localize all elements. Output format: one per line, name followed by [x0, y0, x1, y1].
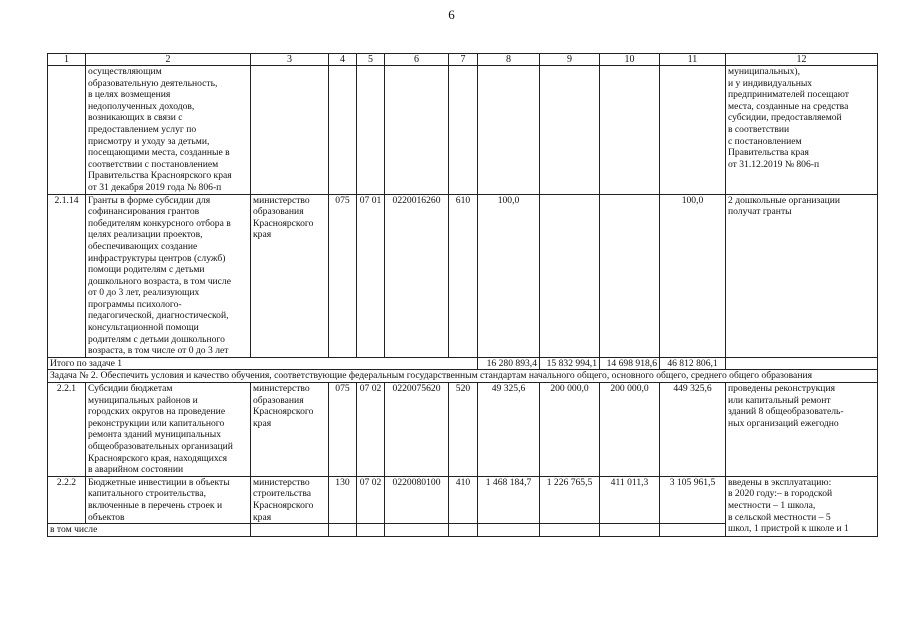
- measure-name-cell: осуществляющим образовательную деятельность, в целях возмещения недополученных доходов, возникающих в связи с предоставлением услуг по присмотру и уходу за детьми, посещающими места, созданные в соответствии с постановлением Правительства Красноярского края от 31 декабря 2019 года № 806-п: [86, 66, 251, 195]
- amount-total-cell: 449 325,6: [660, 383, 726, 477]
- column-number: 8: [478, 54, 540, 66]
- column-number: 4: [329, 54, 357, 66]
- column-number: 2: [86, 54, 251, 66]
- rzpr-cell: 07 02: [357, 383, 385, 477]
- result-cell: муниципальных), и у индивидуальных предпринимателей посещают места, созданные на средства субсидии, предоставляемой в соответствии с постановлением Правительства края от 31.12.2019 № 806-п: [726, 66, 878, 195]
- task-2-header: Задача № 2. Обеспечить условия и качество обучения, соответствующие федеральным государственным стандартам начального общего, основного общего, среднего общего образования: [48, 370, 878, 383]
- column-number: 5: [357, 54, 385, 66]
- table-row-continuation: [48, 66, 878, 195]
- summary-2022-cell: 14 698 918,6: [600, 357, 660, 370]
- amount-2021-cell: 200 000,0: [540, 383, 600, 477]
- csr-cell: 0220075620: [385, 383, 449, 477]
- amount-2020-cell: 1 468 184,7: [478, 476, 540, 523]
- summary-row-task-1: [48, 357, 878, 370]
- column-number-row: [48, 54, 878, 66]
- result-cell: 2 дошкольные организации получат гранты: [726, 194, 878, 357]
- column-number: 9: [540, 54, 600, 66]
- csr-cell: 0220016260: [385, 194, 449, 357]
- num-cell: 2.1.14: [48, 194, 86, 357]
- program-table: [47, 53, 878, 537]
- vr-cell: 410: [449, 476, 478, 523]
- summary-label: Итого по задаче 1: [48, 357, 478, 370]
- grbs-code-cell: 075: [329, 194, 357, 357]
- rzpr-cell: 07 01: [357, 194, 385, 357]
- num-cell: 2.2.2: [48, 476, 86, 523]
- page-number: 6: [448, 7, 455, 22]
- amount-2021-cell: [540, 194, 600, 357]
- measure-name-cell: Субсидии бюджетам муниципальных районов и городских округов на проведение реконструкции или капитального ремонта зданий муниципальных общеобразовательных организаций Красноярского края, находящихся в аварийном состоянии: [86, 383, 251, 477]
- measure-name-cell: Гранты в форме субсидии для софинансирования грантов победителям конкурсного отбора в целях реализации проектов, обеспечивающих создание инфраструктуры центров (служб) помощи родителям с детьми дошкольного возраста, в том числе от 0 до 3 лет, реализующих программы психолого- педагогической, диагностической, консультационной помощи родителям с детьми дошкольного возраста, в том числе от 0 до 3 лет: [86, 194, 251, 357]
- rzpr-cell: 07 02: [357, 476, 385, 523]
- summary-2021-cell: 15 832 994,1: [540, 357, 600, 370]
- column-number: 7: [449, 54, 478, 66]
- table-row-2-2-2: [48, 476, 878, 523]
- amount-2022-cell: 200 000,0: [600, 383, 660, 477]
- result-cell: проведены реконструкция или капитальный ремонт зданий 8 общеобразователь- ных организаций ежегодно: [726, 383, 878, 477]
- vr-cell: 610: [449, 194, 478, 357]
- amount-2022-cell: 411 011,3: [600, 476, 660, 523]
- grbs-name-cell: министерство строительства Красноярского края: [251, 476, 329, 523]
- num-cell: 2.2.1: [48, 383, 86, 477]
- grbs-name-cell: министерство образования Красноярского края: [251, 194, 329, 357]
- column-number: 11: [660, 54, 726, 66]
- grbs-code-cell: 075: [329, 383, 357, 477]
- result-cell: введены в эксплуатацию: в 2020 году:– в городской местности – 1 школа, в сельской местности – 5 школ, 1 пристрой к школе и 1: [726, 476, 878, 536]
- grbs-name-cell: министерство образования Красноярского края: [251, 383, 329, 477]
- summary-total-cell: 46 812 806,1: [660, 357, 726, 370]
- amount-2020-cell: 49 325,6: [478, 383, 540, 477]
- column-number: 6: [385, 54, 449, 66]
- amount-total-cell: 3 105 961,5: [660, 476, 726, 523]
- column-number: 1: [48, 54, 86, 66]
- amount-2021-cell: 1 226 765,5: [540, 476, 600, 523]
- amount-2022-cell: [600, 194, 660, 357]
- summary-2020-cell: 16 280 893,4: [478, 357, 540, 370]
- csr-cell: 0220080100: [385, 476, 449, 523]
- task-2-header-row: [48, 370, 878, 383]
- in-that-number-label: в том числе: [48, 524, 251, 537]
- grbs-code-cell: 130: [329, 476, 357, 523]
- table-row-2-1-14: [48, 194, 878, 357]
- num-cell: [48, 66, 86, 195]
- vr-cell: 520: [449, 383, 478, 477]
- column-number: 12: [726, 54, 878, 66]
- amount-2020-cell: 100,0: [478, 194, 540, 357]
- table-row-2-2-1: [48, 383, 878, 477]
- column-number: 10: [600, 54, 660, 66]
- measure-name-cell: Бюджетные инвестиции в объекты капитального строительства, включенные в перечень строек и объектов: [86, 476, 251, 523]
- amount-total-cell: 100,0: [660, 194, 726, 357]
- column-number: 3: [251, 54, 329, 66]
